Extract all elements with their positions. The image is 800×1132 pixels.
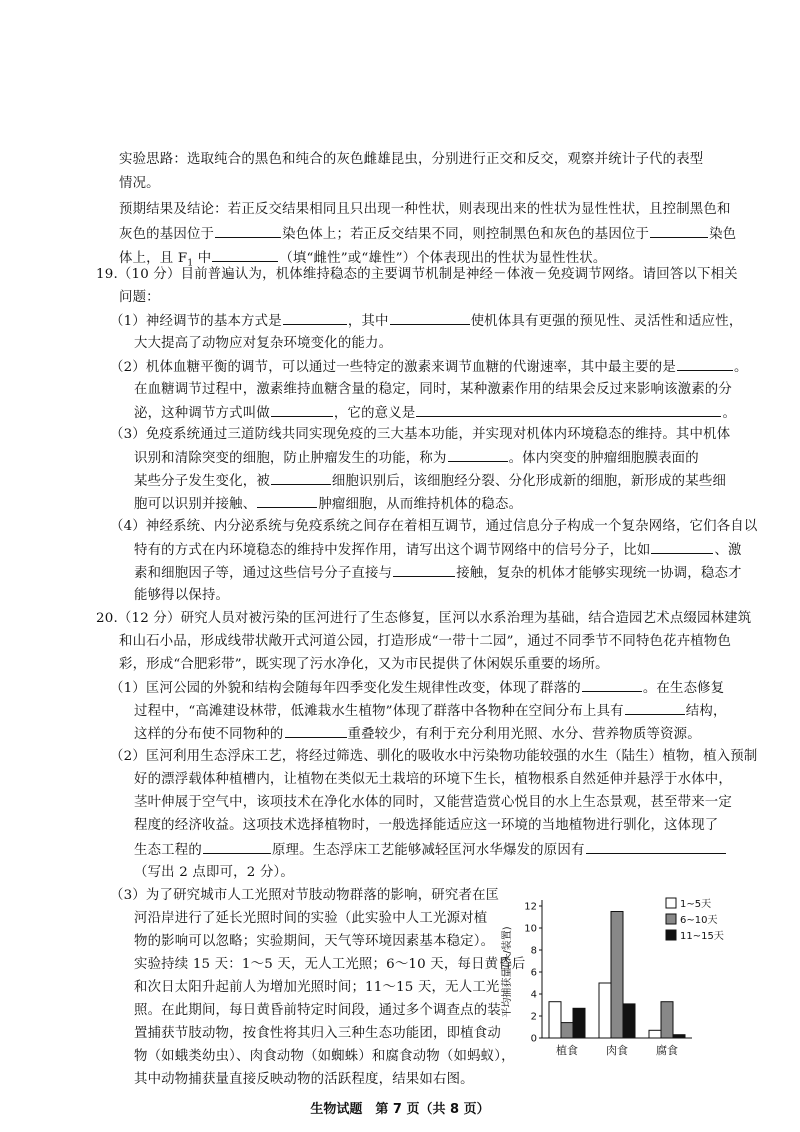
q20-sub3-line2: 河沿岸进行了延长光照时间的实验（此实验中人工光源对植: [134, 911, 488, 926]
text: ，其中: [347, 314, 389, 329]
text: 使机体具有更强的预见性、灵活性和适应性，: [470, 314, 743, 329]
answer-blank[interactable]: [393, 561, 455, 577]
q19-sub2-line1: [110, 355, 748, 380]
answer-blank[interactable]: [586, 838, 726, 854]
q19-heading: 19.（10 分）目前普遍认为，机体维持稳态的主要调节机制是神经－体液－免疫调节网络。请回答以下相关: [96, 267, 738, 282]
text: 体上，且 F: [119, 251, 188, 266]
text: 。: [722, 406, 737, 421]
legend-label: 11~15天: [680, 931, 724, 942]
bar-肉食-6~10天: [611, 912, 623, 1039]
y-tick-label: 2: [530, 1011, 537, 1023]
x-category-label: 植食: [556, 1044, 578, 1057]
text: 接触，复杂的机体才能够实现统一协调，稳态才: [456, 566, 742, 581]
answer-blank[interactable]: [677, 355, 733, 371]
answer-blank[interactable]: [285, 722, 347, 738]
text: 染色体上；若正反交结果不同，则控制黑色和灰色的基因位于: [282, 227, 650, 242]
bar-肉食-1~5天: [599, 983, 611, 1038]
q20-heading-3: 彩，形成“合肥彩带”，既实现了污水净化，又为市民提供了休闲娱乐重要的场所。: [119, 657, 609, 672]
q20-sub1-line2: [134, 699, 727, 724]
text: 某些分子发生变化，被: [134, 474, 270, 489]
text: 这样的分布使不同物种的: [134, 727, 284, 742]
answer-blank[interactable]: [271, 401, 333, 417]
y-tick-label: 12: [524, 901, 537, 913]
legend-swatch: [666, 914, 676, 924]
y-tick-label: 4: [530, 989, 537, 1001]
y-tick-label: 0: [530, 1033, 537, 1045]
q20-sub3-line3: 物的影响可以忽略；实验期间，天气等环境因素基本稳定）。: [134, 934, 495, 949]
q19-sub4-line2: [134, 538, 742, 563]
q20-sub3-line6: 照。在此期间，每日黄昏前特定时间段，通过多个调查点的装: [134, 1003, 501, 1018]
answer-blank[interactable]: [283, 309, 347, 325]
text: 过程中，“高滩建设林带，低滩栽水生植物”体现了群落中各物种在空间分布上具有: [134, 704, 624, 719]
answer-blank[interactable]: [257, 492, 317, 508]
bar-肉食-11~15天: [623, 1004, 635, 1038]
text: 、激: [714, 543, 742, 558]
text: 。体内突变的肿瘤细胞膜表面的: [508, 451, 699, 466]
answer-blank[interactable]: [271, 469, 331, 485]
q20-sub1-line3: [134, 722, 701, 747]
answer-blank[interactable]: [650, 222, 708, 238]
answer-blank[interactable]: [390, 309, 470, 325]
text: 泌，这种调节方式叫做: [134, 406, 270, 421]
q18-result-line1: 预期结果及结论：若正反交结果相同且只出现一种性状，则表现出来的性状为显性性状，且控制黑色和: [119, 202, 731, 217]
text: 原理。生态浮床工艺能够减轻匡河水华爆发的原因有: [271, 843, 585, 858]
text: 重叠较少，有利于充分利用光照、水分、营养物质等资源。: [347, 727, 701, 742]
x-category-label: 腐食: [656, 1044, 678, 1057]
q20-sub3-line9: 其中动物捕获量直接反映动物的活跃程度，结果如右图。: [134, 1072, 474, 1087]
answer-blank[interactable]: [212, 246, 278, 262]
text: 灰色的基因位于: [119, 227, 215, 242]
q20-sub3-line7: 置捕获节肢动物，按食性将其归入三种生态功能团，即植食动: [134, 1026, 501, 1041]
text: （2）机体血糖平衡的调节，可以通过一些特定的激素来调节血糖的代谢速率，其中最主要的是: [110, 360, 676, 375]
text: 素和细胞因子等，通过这些信号分子直接与: [134, 566, 393, 581]
answer-blank[interactable]: [203, 838, 271, 854]
q20-sub2-line6: （写出 2 点即可，2 分）。: [134, 865, 295, 880]
text: ，它的意义是: [333, 406, 416, 421]
q20-sub2-line5: [134, 838, 727, 863]
q18-idea: 实验思路：选取纯合的黑色和纯合的灰色雌雄昆虫，分别进行正交和反交，观察并统计子代的表型: [119, 152, 704, 167]
q19-sub4-line3: [134, 561, 742, 586]
q19-sub2-line2: 在血糖调节过程中，激素维持血糖含量的稳定，同时，某种激素作用的结果会反过来影响该激素的分: [134, 382, 732, 397]
q20-sub2-line1: （2）匡河利用生态浮床工艺，将经过筛选、驯化的吸收水中污染物功能较强的水生（陆生）植物，植入预制: [110, 749, 758, 764]
x-category-label: 肉食: [606, 1044, 628, 1057]
q20-sub3-line8: 物（如蛾类幼虫）、肉食动物（如蜘蛛）和腐食动物（如蚂蚁），: [134, 1049, 515, 1064]
text: 胞可以识别并接触、: [134, 497, 257, 512]
bar-植食-11~15天: [573, 1008, 585, 1038]
legend-swatch: [666, 930, 676, 940]
subscript: 1: [187, 258, 194, 269]
q20-heading-2: 和山石小品，形成线带状敞开式河道公园，打造形成“一带十二园”，通过不同季节不同特色花卉植物色: [119, 634, 732, 649]
text: 识别和清除突变的细胞，防止肿瘤发生的功能，称为: [134, 451, 447, 466]
q20-sub3-line5: 和次日太阳升起前人为增加光照时间；11～15 天，无人工光: [134, 980, 500, 995]
bar-腐食-1~5天: [649, 1030, 661, 1038]
text: 中: [193, 251, 212, 266]
y-tick-label: 6: [530, 967, 537, 979]
q19-heading-cont: 问题：: [119, 290, 160, 305]
answer-blank[interactable]: [416, 401, 721, 417]
legend-swatch: [666, 898, 676, 908]
legend-label: 1~5天: [680, 899, 712, 910]
bar-腐食-6~10天: [661, 1002, 673, 1038]
q20-sub2-line4: 程度的经济收益。这项技术选择植物时，一般选择能适应这一环境的当地植物进行驯化，这体现了: [134, 818, 719, 833]
q19-sub3-line1: （3）免疫系统通过三道防线共同实现免疫的三大基本功能，并实现对机体内环境稳态的维持。其中机体: [110, 427, 731, 442]
bar-植食-6~10天: [561, 1023, 573, 1038]
y-axis-label: 平均捕获量(头/装置): [502, 926, 513, 1018]
text: （1）神经调节的基本方式是: [110, 314, 282, 329]
answer-blank[interactable]: [582, 676, 642, 692]
bar-植食-1~5天: [549, 1002, 561, 1038]
q19-sub4-line4: 能够得以保持。: [134, 588, 230, 603]
text: 细胞识别后，该细胞经分裂、分化形成新的细胞，新形成的某些细: [331, 474, 727, 489]
legend-label: 6~10天: [680, 915, 718, 926]
q20-sub3-line4: 实验持续 15 天：1～5 天，无人工光照；6～10 天，每日黄昏后: [134, 957, 526, 972]
text: 特有的方式在内环境稳态的维持中发挥作用，请写出这个调节网络中的信号分子，比如: [134, 543, 651, 558]
text: 肿瘤细胞，从而维持机体的稳态。: [318, 497, 523, 512]
q19-sub4-line1: （4）神经系统、内分泌系统与免疫系统之间存在着相互调节，通过信息分子构成一个复杂网络，它们各自以: [110, 519, 758, 534]
answer-blank[interactable]: [448, 446, 508, 462]
q20-sub3-line1: （3）为了研究城市人工光照对节肢动物群落的影响，研究者在匡: [110, 888, 500, 903]
capture-bar-chart: [494, 888, 744, 1068]
q18-idea-cont: 情况。: [119, 176, 160, 191]
text: 生态工程的: [134, 843, 202, 858]
y-tick-label: 8: [530, 945, 537, 957]
answer-blank[interactable]: [651, 538, 713, 554]
q19-sub1-line2: 大大提高了动物应对复杂环境变化的能力。: [134, 336, 393, 351]
bar-腐食-11~15天: [673, 1035, 685, 1038]
text: 染色: [709, 227, 737, 242]
text: （1）匡河公园的外貌和结构会随每年四季变化发生规律性改变，体现了群落的: [110, 681, 581, 696]
q19-sub3-line4: [134, 492, 522, 517]
q20-sub2-line3: 茎叶伸展于空气中，该项技术在净化水体的同时，又能营造赏心悦目的水上生态景观，甚至带来一定: [134, 795, 732, 810]
y-tick-label: 10: [524, 923, 537, 935]
text: 。在生态修复: [642, 681, 725, 696]
q19-sub1-line1: [110, 309, 742, 334]
q20-heading: 20.（12 分）研究人员对被污染的匡河进行了生态修复，匡河以水系治理为基础，结合造园艺术点缀园林建筑: [96, 611, 752, 626]
q20-sub1-line1: [110, 676, 724, 701]
text: 。: [733, 360, 748, 375]
q20-sub2-line2: 好的漂浮载体种植槽内，让植物在类似无土栽培的环境下生长，植物根系自然延伸并悬浮于水体中，: [134, 772, 732, 787]
q18-result-line2: [119, 222, 736, 247]
answer-blank[interactable]: [215, 222, 281, 238]
text: （填“雌性”或“雄性”）个体表现出的性状为显性性状。: [279, 251, 607, 266]
page-footer: 生物试题 第 7 页（共 8 页）: [310, 1102, 490, 1117]
answer-blank[interactable]: [625, 699, 685, 715]
q19-sub3-line2: [134, 446, 699, 471]
q19-sub3-line3: [134, 469, 726, 494]
text: 结构，: [685, 704, 727, 719]
